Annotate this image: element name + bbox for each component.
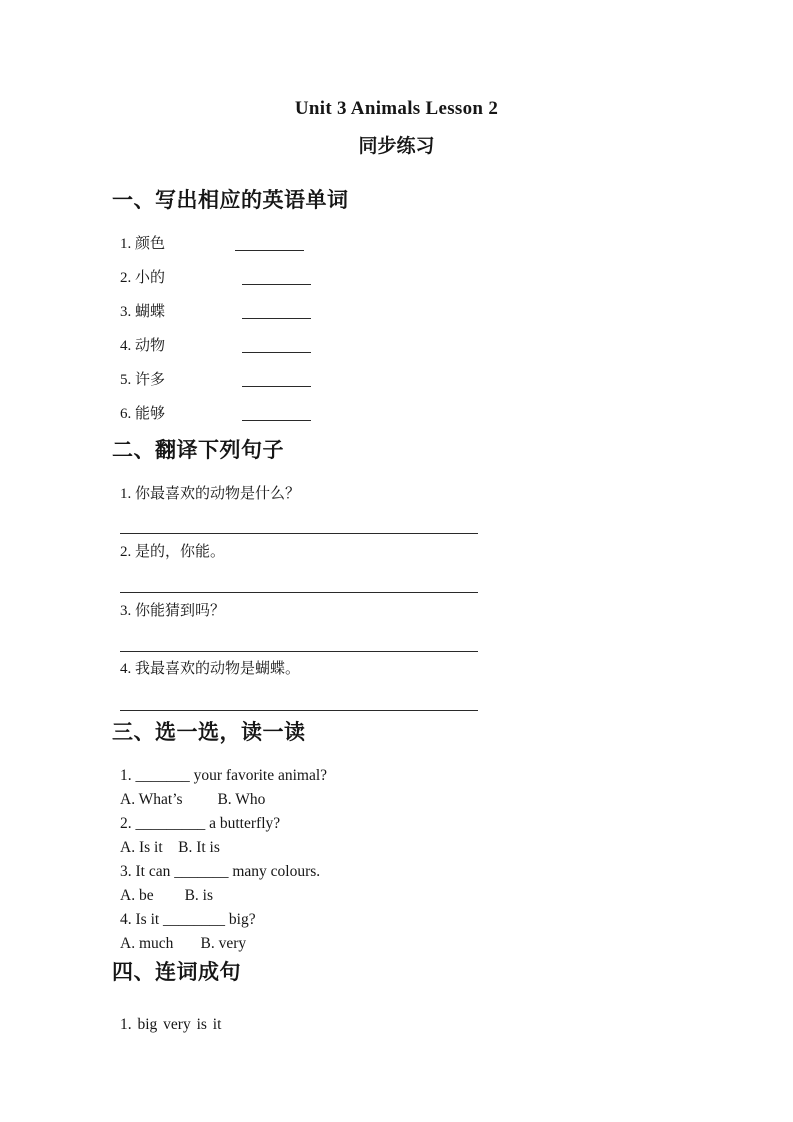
mc-options-3: A. be B. is — [120, 887, 213, 904]
translation-sentence-3: 3. 你能猜到吗？ — [120, 603, 226, 619]
mc-question-3: 3. It can _______ many colours. — [120, 863, 321, 880]
answer-line-3 — [120, 651, 478, 652]
vocab-label: 5. 许多 — [120, 372, 166, 388]
vocab-row-4 — [120, 338, 165, 355]
mc-question-4: 4. Is it ________ big? — [120, 911, 256, 928]
vocab-label: 6. 能够 — [120, 406, 166, 422]
translation-sentence-2: 2. 是的，你能。 — [120, 544, 226, 560]
translation-sentence-4: 4. 我最喜欢的动物是蝴蝶。 — [120, 661, 301, 677]
vocab-row-3 — [120, 304, 165, 321]
doc-subtitle: 同步练习 — [358, 135, 435, 157]
vocab-label: 2. 小的 — [120, 270, 166, 286]
vocab-blank-line — [242, 304, 311, 319]
vocab-blank-line — [235, 236, 304, 251]
answer-line-2 — [120, 592, 478, 593]
vocab-label: 4. 动物 — [120, 338, 166, 354]
section-2-heading: 二、翻译下列句子 — [112, 438, 284, 462]
vocab-blank-line — [242, 270, 311, 285]
answer-line-1 — [120, 533, 478, 534]
doc-title: Unit 3 Animals Lesson 2 — [294, 98, 499, 119]
mc-options-1: A. What’s B. Who — [120, 791, 266, 808]
mc-options-2: A. Is it B. It is — [120, 839, 220, 856]
vocab-label: 1. 颜色 — [120, 236, 166, 252]
section-1-heading: 一、写出相应的英语单词 — [112, 188, 349, 212]
vocab-row-5 — [120, 372, 165, 389]
mc-question-1: 1. _______ your favorite animal? — [120, 767, 328, 784]
answer-line-4 — [120, 710, 478, 711]
section-4-heading: 四、连词成句 — [112, 960, 241, 984]
vocab-blank-line — [242, 406, 311, 421]
mc-question-2: 2. _________ a butterfly? — [120, 815, 281, 832]
mc-options-4: A. much B. very — [120, 935, 247, 952]
vocab-row-2 — [120, 270, 165, 287]
vocab-row-6 — [120, 406, 165, 423]
vocab-blank-line — [242, 372, 311, 387]
translation-sentence-1: 1. 你最喜欢的动物是什么？ — [120, 486, 301, 502]
section-3-heading: 三、选一选，读一读 — [112, 720, 306, 744]
vocab-row-1 — [120, 236, 165, 253]
vocab-blank-line — [242, 338, 311, 353]
multiple-choice-block — [120, 764, 327, 956]
vocab-label: 3. 蝴蝶 — [120, 304, 166, 320]
word-order-item-1: 1. big very is it — [120, 1016, 222, 1033]
